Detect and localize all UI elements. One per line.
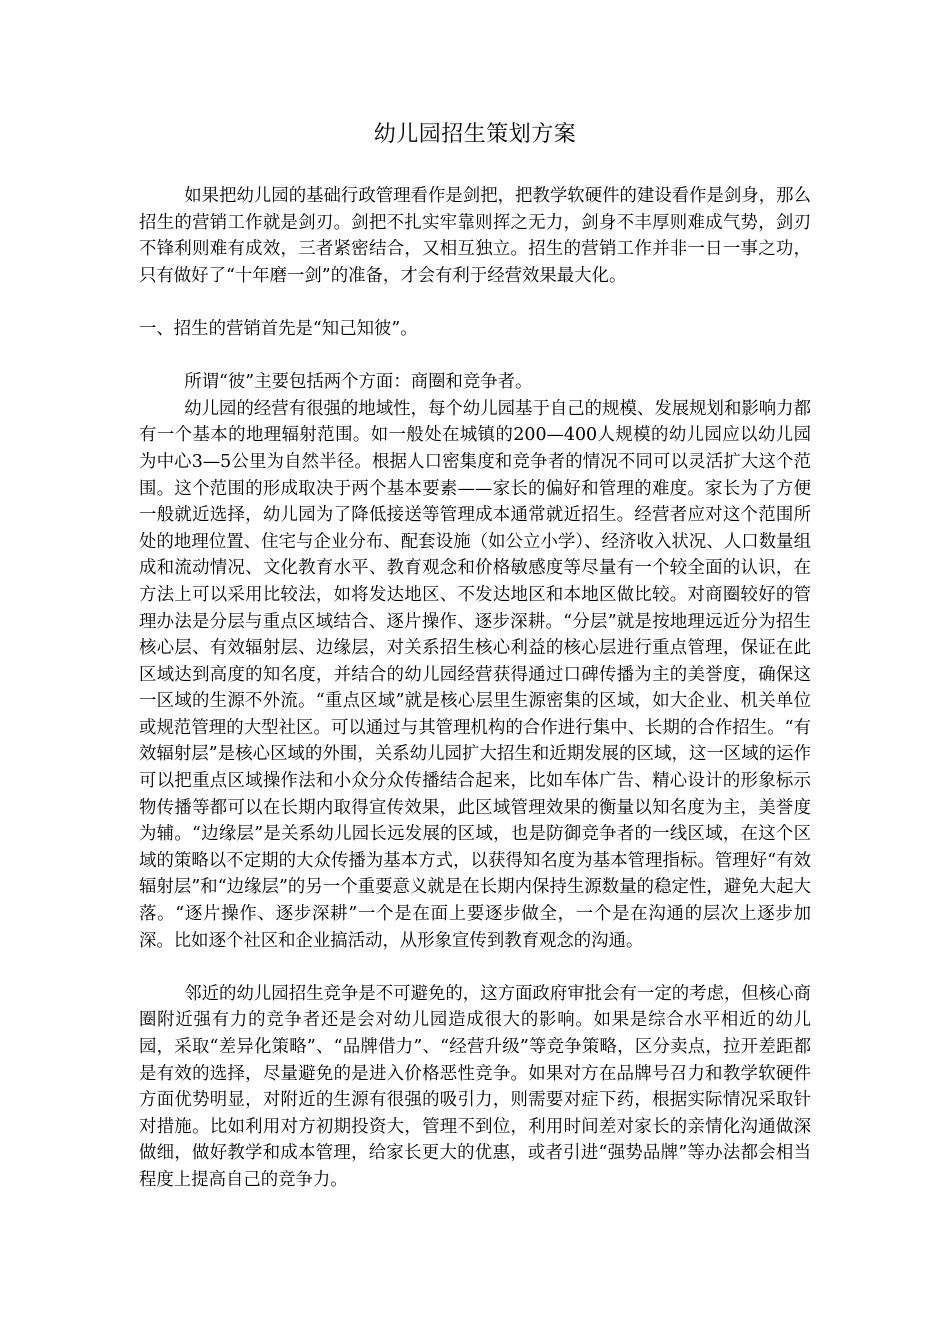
paragraph-gap bbox=[139, 954, 811, 981]
body-paragraph: 邻近的幼儿园招生竞争是不可避免的，这方面政府审批会有一定的考虑，但核心商圈附近强有力的竞争者还是会对幼儿园造成很大的影响。如果是综合水平相近的幼儿园，采取“差异化策略”、“品牌借力”、“经营升级”等竞争策略，区分卖点，拉开差距都是有效的选择，尽量避免的是进入价格恶性竞争。如果对方在品牌号召力和教学软硬件方面优势明显，对附近的生源有很强的吸引力，则需要对症下药，根据实际情况采取针对措施。比如利用对方初期投资大，管理不到位，利用时间差对家长的亲情化沟通做深做细，做好教学和成本管理，给家长更大的优惠，或者引进“强势品牌”等办法都会相当程度上提高自己的竞争力。 bbox=[139, 983, 811, 1190]
document-title: 幼儿园招生策划方案 bbox=[373, 122, 577, 147]
body-paragraph: 所谓“彼”主要包括两个方面：商圈和竞争者。 bbox=[184, 372, 533, 393]
section-heading: 一、招生的营销首先是“知己知彼”。 bbox=[139, 318, 418, 339]
body-paragraph: 幼儿园的经营有很强的地域性，每个幼儿园基于自己的规模、发展规划和影响力都有一个基本的地理辐射范围。如一般处在城镇的200—400人规模的幼儿园应以幼儿园为中心3—5公里为自然半径。根据人口密集度和竞争者的情况不同可以灵活扩大这个范围。这个范围的形成取决于两个基本要素——家长的偏好和管理的难度。家长为了方便一般就近选择，幼儿园为了降低接送等管理成本通常就近招生。经营者应对这个范围所处的地理位置、住宅与企业分布、配套设施（如公立小学）、经济收入状况、人口数量组成和流动情况、文化教育水平、教育观念和价格敏感度等尽量有一个较全面的认识，在方法上可以采用比较法，如将发达地区、不发达地区和本地区做比较。对商圈较好的管理办法是分层与重点区域结合、逐片操作、逐步深耕。“分层”就是按地理远近分为招生核心层、有效辐射层、边缘层，对关系招生核心利益的核心层进行重点管理，保证在此区域达到高度的知名度，并结合的幼儿园经营获得通过口碑传播为主的美誉度，确保这一区域的生源不外流。“重点区域”就是核心层里生源密集的区域，如大企业、机关单位或规范管理的大型社区。可以通过与其管理机构的合作进行集中、长期的合作招生。“有效辐射层”是核心区域的外围，关系幼儿园扩大招生和近期发展的区域，这一区域的运作可以把重点区域操作法和小众分众传播结合起来，比如车体广告、精心设计的形象标示物传播等都可以在长期内取得宣传效果，此区域管理效果的衡量以知名度为主，美誉度为辅。“边缘层”是关系幼儿园长远发展的区域，也是防御竞争者的一线区域，在这个区域的策略以不定期的大众传播为基本方式，以获得知名度为基本管理指标。管理好“有效辐射层”和“边缘层”的另一个重要意义就是在长期内保持生源数量的稳定性，避免大起大落。“逐片操作、逐步深耕”一个是在面上要逐步做全，一个是在沟通的层次上逐步加深。比如逐个社区和企业搞活动，从形象宣传到教育观念的沟通。 bbox=[139, 398, 811, 951]
document-body bbox=[139, 183, 811, 1194]
paragraph-gap bbox=[139, 289, 811, 316]
paragraph-gap bbox=[139, 343, 811, 370]
intro-paragraph: 如果把幼儿园的基础行政管理看作是剑把，把教学软硬件的建设看作是剑身，那么招生的营销工作就是剑刃。剑把不扎实牢靠则挥之无力，剑身不丰厚则难成气势，剑刃不锋利则难有成效，三者紧密结合，又相互独立。招生的营销工作并非一日一事之功，只有做好了“十年磨一剑”的准备，才会有利于经营效果最大化。 bbox=[139, 186, 811, 286]
